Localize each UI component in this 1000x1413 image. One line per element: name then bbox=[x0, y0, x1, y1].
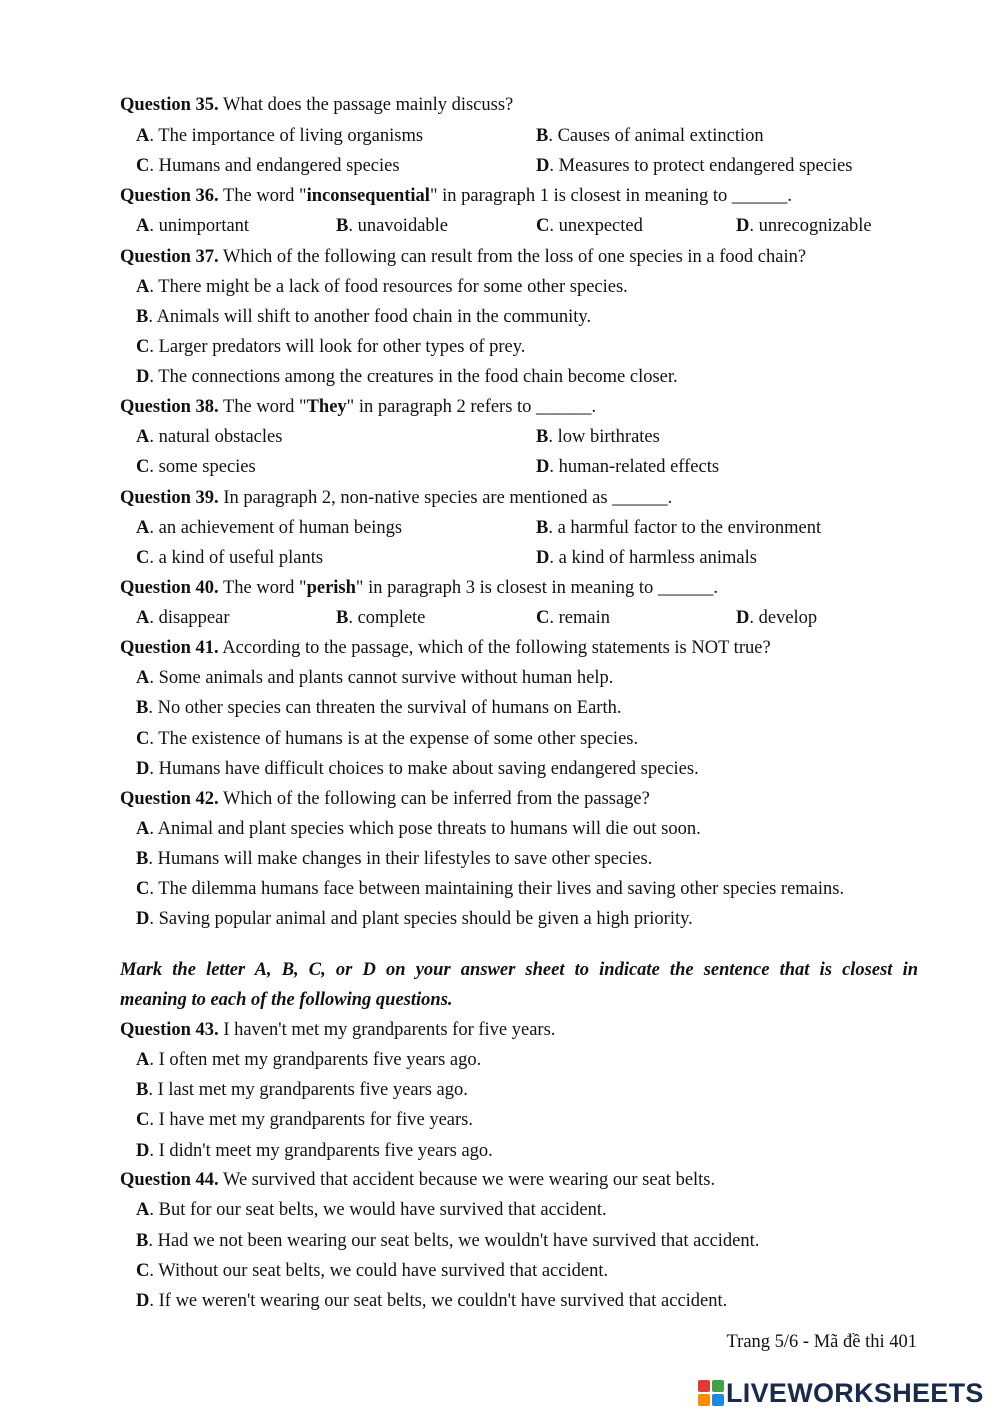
option-a[interactable]: A. There might be a lack of food resources for some other species. bbox=[136, 277, 628, 297]
option-d[interactable]: D. If we weren't wearing our seat belts, we couldn't have survived that accident. bbox=[136, 1291, 728, 1311]
question-40-stem: Question 40. The word "perish" in paragraph 3 is closest in meaning to ______. bbox=[120, 578, 718, 598]
option-d[interactable]: D. develop bbox=[736, 608, 818, 628]
option-c[interactable]: C. The existence of humans is at the expense of some other species. bbox=[136, 729, 639, 749]
option-a[interactable]: A. But for our seat belts, we would have survived that accident. bbox=[136, 1200, 607, 1220]
option-b[interactable]: B. Animals will shift to another food chain in the community. bbox=[136, 307, 592, 327]
question-label: Question 43. bbox=[120, 1020, 219, 1040]
question-43-stem: Question 43. I haven't met my grandparents for five years. bbox=[120, 1020, 556, 1040]
key-word: They bbox=[306, 397, 347, 417]
option-b[interactable]: B. low birthrates bbox=[536, 427, 660, 447]
option-letter: D bbox=[536, 156, 550, 176]
option-d[interactable]: D. human-related effects bbox=[536, 457, 720, 477]
option-a[interactable]: A. unimportant bbox=[136, 216, 250, 236]
option-a[interactable]: A. The importance of living organisms bbox=[136, 126, 424, 146]
question-label: Question 44. bbox=[120, 1170, 219, 1190]
option-a[interactable]: A. Animal and plant species which pose threats to humans will die out soon. bbox=[136, 819, 701, 839]
question-label: Question 40. bbox=[120, 578, 219, 598]
option-d[interactable]: D. a kind of harmless animals bbox=[536, 548, 757, 568]
liveworksheets-logo bbox=[698, 1378, 984, 1408]
option-b[interactable]: B. No other species can threaten the survival of humans on Earth. bbox=[136, 698, 622, 718]
key-word: perish bbox=[306, 578, 356, 598]
question-35-stem bbox=[120, 94, 513, 116]
option-d[interactable]: D. Humans have difficult choices to make about saving endangered species. bbox=[136, 759, 699, 779]
option-b[interactable]: B. Causes of animal extinction bbox=[536, 126, 764, 146]
option-c[interactable]: C. Humans and endangered species bbox=[136, 156, 400, 176]
question-label: Question 39. bbox=[120, 488, 219, 508]
question-42-stem: Question 42. Which of the following can be inferred from the passage? bbox=[120, 789, 650, 809]
option-b[interactable]: B. Had we not been wearing our seat belts, we wouldn't have survived that accident. bbox=[136, 1231, 760, 1251]
question-36-stem: Question 36. The word "inconsequential" in paragraph 1 is closest in meaning to ______. bbox=[120, 186, 793, 206]
question-39-stem: Question 39. In paragraph 2, non-native species are mentioned as ______. bbox=[120, 488, 673, 508]
option-letter: B bbox=[536, 126, 549, 146]
option-d[interactable]: D. Saving popular animal and plant species should be given a high priority. bbox=[136, 909, 693, 929]
logo-text: LIVEWORKSHEETS bbox=[726, 1377, 984, 1408]
question-41-stem: Question 41. According to the passage, which of the following statements is NOT true? bbox=[120, 638, 771, 658]
option-b[interactable]: B. a harmful factor to the environment bbox=[536, 518, 822, 538]
option-d[interactable]: D. Measures to protect endangered species bbox=[536, 156, 853, 176]
option-c[interactable]: C. some species bbox=[136, 457, 256, 477]
option-d[interactable]: D. I didn't meet my grandparents five years ago. bbox=[136, 1141, 493, 1161]
option-letter: C bbox=[136, 156, 150, 176]
option-c[interactable]: C. The dilemma humans face between maintaining their lives and saving other species remains. bbox=[136, 879, 845, 899]
option-b[interactable]: B. unavoidable bbox=[336, 216, 449, 236]
question-label: Question 37. bbox=[120, 247, 219, 267]
section-instruction: Mark the letter A, B, C, or D on your answer sheet to indicate the sentence that is closest in bbox=[120, 960, 918, 980]
question-label: Question 41. bbox=[120, 638, 219, 658]
option-c[interactable]: C. I have met my grandparents for five years. bbox=[136, 1110, 473, 1130]
section-instruction-cont: meaning to each of the following questions. bbox=[120, 990, 453, 1010]
option-a[interactable]: A. disappear bbox=[136, 608, 230, 628]
page-footer: Trang 5/6 - Mã đề thi 401 bbox=[726, 1332, 917, 1352]
question-44-stem: Question 44. We survived that accident because we were wearing our seat belts. bbox=[120, 1170, 716, 1190]
question-label: Question 36. bbox=[120, 186, 219, 206]
option-b[interactable]: B. Humans will make changes in their lifestyles to save other species. bbox=[136, 849, 653, 869]
option-c[interactable]: C. unexpected bbox=[536, 216, 643, 236]
option-a[interactable]: A. natural obstacles bbox=[136, 427, 283, 447]
question-label: Question 42. bbox=[120, 789, 219, 809]
question-text: What does the passage mainly discuss? bbox=[222, 95, 514, 115]
question-label: Question 38. bbox=[120, 397, 219, 417]
question-38-stem: Question 38. The word "They" in paragraph 2 refers to ______. bbox=[120, 397, 597, 417]
option-a[interactable]: A. an achievement of human beings bbox=[136, 518, 403, 538]
option-letter: A bbox=[136, 126, 150, 146]
option-c[interactable]: C. Without our seat belts, we could have survived that accident. bbox=[136, 1261, 609, 1281]
option-b[interactable]: B. complete bbox=[336, 608, 426, 628]
option-c[interactable]: C. a kind of useful plants bbox=[136, 548, 324, 568]
option-c[interactable]: C. remain bbox=[536, 608, 610, 628]
option-a[interactable]: A. Some animals and plants cannot survive without human help. bbox=[136, 668, 614, 688]
option-b[interactable]: B. I last met my grandparents five years ago. bbox=[136, 1080, 468, 1100]
option-d[interactable]: D. The connections among the creatures in the food chain become closer. bbox=[136, 367, 678, 387]
option-c[interactable]: C. Larger predators will look for other types of prey. bbox=[136, 337, 526, 357]
question-37-stem: Question 37. Which of the following can result from the loss of one species in a food chain? bbox=[120, 247, 807, 267]
option-a[interactable]: A. I often met my grandparents five years ago. bbox=[136, 1050, 482, 1070]
option-d[interactable]: D. unrecognizable bbox=[736, 216, 872, 236]
logo-mark-icon bbox=[698, 1380, 724, 1406]
key-word: inconsequential bbox=[306, 186, 430, 206]
question-label: Question 35. bbox=[120, 95, 219, 115]
